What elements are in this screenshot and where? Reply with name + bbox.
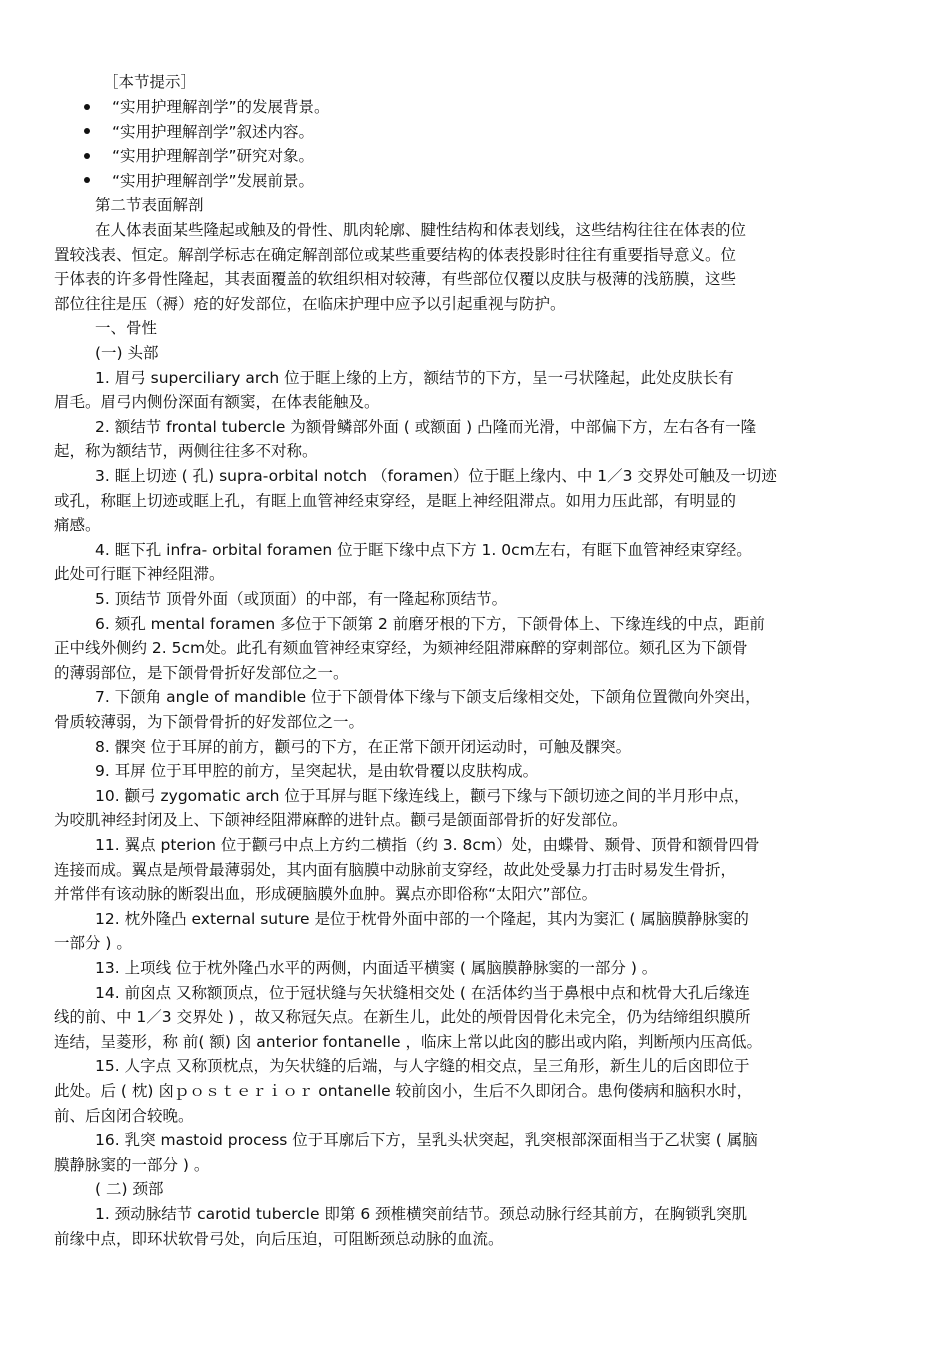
text-line: 膜静脉窦的一部分 ) 。	[54, 1155, 210, 1174]
text-line: 15. 人字点 又称顶枕点，为矢状缝的后端，与人字缝的相交点，呈三角形，新生儿的后囟即位于	[95, 1057, 750, 1076]
text-line: 7. 下颌角 angle of mandible 位于下颌骨体下缘与下颌支后缘相交处，下颌角位置微向外突出，	[95, 688, 761, 707]
text-line: 在人体表面某些隆起或触及的骨性、肌肉轮廓、腱性结构和体表划线，这些结构往往在体表的位	[95, 221, 747, 239]
text-line: 12. 枕外隆凸 external suture 是位于枕骨外面中部的一个隆起，其内为窦汇 ( 属脑膜静脉窦的	[95, 909, 749, 928]
text-line: 14. 前囟点 又称额顶点，位于冠状缝与矢状缝相交处 ( 在活体约当于鼻根中点和枕骨大孔后缘连	[95, 983, 750, 1002]
text-line: 此处可行眶下神经阻滞。	[54, 565, 225, 584]
text-line: (一) 头部	[95, 344, 159, 362]
tip-list-item	[84, 120, 314, 145]
tip-list-item	[84, 95, 330, 120]
text-line: 9. 耳屏 位于耳甲腔的前方，呈突起状，是由软骨覆以皮肤构成。	[95, 762, 539, 781]
text-line: 3. 眶上切迹 ( 孔) supra-orbital notch （foramen）位于眶上缘内、中 1／3 交界处可触及一切迹	[95, 467, 777, 485]
bullet-icon	[84, 128, 90, 134]
tip-list-item	[84, 144, 314, 169]
text-line: 部位往往是压（褥）疮的好发部位，在临床护理中应予以引起重视与防护。	[54, 294, 566, 313]
tip-list-item	[84, 169, 314, 194]
text-line: 10. 颧弓 zygomatic arch 位于耳屏与眶下缘连线上，颧弓下缘与下颌切迹之间的半月形中点，	[95, 786, 750, 805]
text-line: 6. 颏孔 mental foramen 多位于下颌第 2 前磨牙根的下方，下颌骨体上、下缘连线的中点，距前	[95, 614, 765, 633]
tip-text: “实用护理解剖学”叙述内容。	[112, 122, 315, 141]
tip-text: “实用护理解剖学”的发展背景。	[112, 98, 330, 116]
text-line: 4. 眶下孔 infra- orbital foramen 位于眶下缘中点下方 1. 0cm左右，有眶下血管神经束穿经。	[95, 540, 752, 559]
text-line: 一、骨性	[95, 319, 158, 338]
text-line: 16. 乳突 mastoid process 位于耳廓后下方，呈乳头状突起，乳突根部深面相当于乙状窦 ( 属脑	[95, 1131, 758, 1150]
text-line: 的薄弱部位，是下颌骨骨折好发部位之一。	[54, 663, 349, 682]
text-line: 起，称为额结节，两侧往往多不对称。	[54, 442, 318, 461]
text-line: 并常伴有该动脉的断裂出血，形成硬脑膜外血肿。翼点亦即俗称“太阳穴”部位。	[54, 885, 598, 904]
text-line: 13. 上项线 位于枕外隆凸水平的两侧，内面适平横窦 ( 属脑膜静脉窦的一部分 ) 。	[95, 959, 658, 977]
bullet-icon	[84, 177, 90, 183]
text-line: 置较浅表、恒定。解剖学标志在确定解剖部位或某些重要结构的体表投影时往往有重要指导意义。位	[54, 245, 737, 264]
text-line: 线的前、中 1／3 交界处 ) ，故又称冠矢点。在新生儿，此处的颅骨因骨化未完全，仍为结缔组织膜所	[54, 1008, 751, 1027]
text-line: 一部分 ) 。	[54, 934, 132, 953]
text-line: 2. 额结节 frontal tubercle 为额骨鳞部外面 ( 或额面 ) 凸隆而光滑，中部偏下方，左右各有一隆	[95, 417, 757, 436]
text-line: ( 二) 颈部	[95, 1180, 164, 1199]
text-line: 第二节表面解剖	[95, 196, 204, 215]
text-line: 前缘中点，即环状软骨弓处，向后压迫，可阻断颈总动脉的血流。	[54, 1229, 504, 1248]
text-line: 1. 颈动脉结节 carotid tubercle 即第 6 颈椎横突前结节。颈总动脉行经其前方，在胸锁乳突肌	[95, 1205, 748, 1223]
tip-text: “实用护理解剖学”研究对象。	[112, 147, 315, 166]
text-line: 8. 髁突 位于耳屏的前方，颧弓的下方，在正常下颌开闭运动时，可触及髁突。	[95, 737, 632, 756]
text-line: 正中线外侧约 2. 5cm处。此孔有颏血管神经束穿经，为颏神经阻滞麻醉的穿刺部位。颏孔区为下颌骨	[54, 639, 748, 658]
section-tip-heading: ［本节提示］	[103, 73, 197, 91]
text-line: 于体表的许多骨性隆起，其表面覆盖的软组织相对较薄，有些部位仅覆以皮肤与极薄的浅筋膜，这些	[54, 270, 737, 289]
text-line: 为咬肌神经封闭及上、下颌神经阻滞麻醉的进针点。颧弓是颌面部骨折的好发部位。	[54, 811, 628, 830]
text-line: 此处。后 ( 枕) 囟ｐｏｓｔｅｒｉｏｒ ontanelle 较前囟小，生后不久即闭合。患佝偻病和脑积水时，	[54, 1082, 753, 1100]
text-line: 或孔，称眶上切迹或眶上孔，有眶上血管神经束穿经，是眶上神经阻滞点。如用力压此部，有明显的	[54, 491, 737, 510]
bullet-icon	[84, 104, 90, 110]
text-line: 骨质较薄弱，为下颌骨骨折的好发部位之一。	[54, 713, 365, 731]
tip-text: “实用护理解剖学”发展前景。	[112, 171, 315, 190]
text-line: 痛感。	[54, 516, 101, 535]
bullet-icon	[84, 153, 90, 159]
text-line: 连结，呈菱形，称 前( 额) 囟 anterior fontanelle ，临床上常以此囟的膨出或内陷，判断颅内压高低。	[54, 1032, 762, 1051]
text-line: 连接而成。翼点是颅骨最薄弱处，其内面有脑膜中动脉前支穿经，故此处受暴力打击时易发生骨折，	[54, 860, 737, 879]
text-line: 1. 眉弓 superciliary arch 位于眶上缘的上方，额结节的下方，呈一弓状隆起，此处皮肤长有	[95, 368, 734, 387]
text-line: 眉毛。眉弓内侧份深面有额窦，在体表能触及。	[54, 393, 380, 412]
text-line: 前、后囟闭合较晚。	[54, 1106, 194, 1125]
text-line: 11. 翼点 pterion 位于颧弓中点上方约二横指（约 3. 8cm）处，由蝶骨、颞骨、顶骨和额骨四骨	[95, 836, 760, 854]
text-line: 5. 顶结节 顶骨外面（或顶面）的中部，有一隆起称顶结节。	[95, 590, 508, 608]
